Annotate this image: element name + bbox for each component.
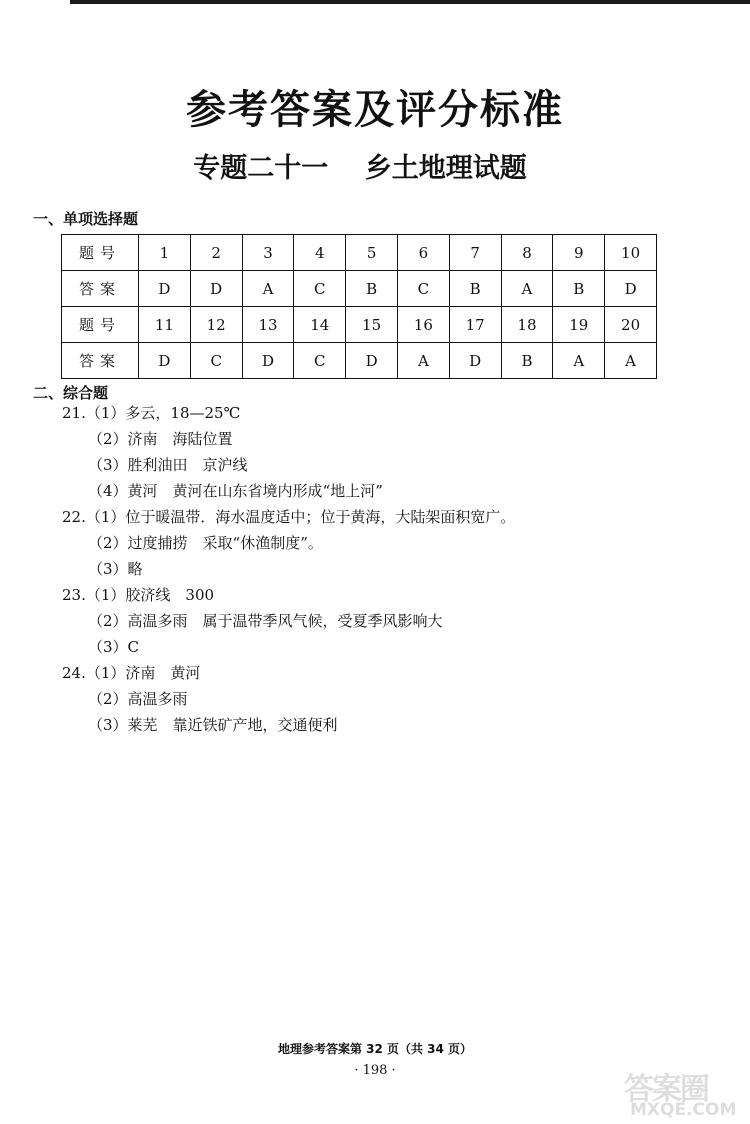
answer-line: （4）黄河 黄河在山东省境内形成“地上河” (88, 482, 383, 500)
table-cell: A (242, 271, 294, 307)
table-cell: 7 (449, 235, 501, 271)
watermark-site: MXQE.COM (630, 1100, 737, 1120)
table-cell: D (139, 271, 191, 307)
answer-line: （3）胜利油田 京沪线 (88, 456, 248, 474)
table-row (62, 271, 657, 307)
page-title: 参考答案及评分标准 (186, 86, 564, 133)
table-cell: 18 (501, 307, 553, 343)
answer-line: 23.（1）胶济线 300 (62, 586, 215, 604)
section-heading-comprehensive: 二、综合题 (33, 384, 109, 402)
table-cell: 13 (242, 307, 294, 343)
table-cell: C (294, 271, 346, 307)
table-cell: 8 (501, 235, 553, 271)
table-cell: D (605, 271, 657, 307)
table-cell: 11 (139, 307, 191, 343)
table-cell: C (294, 343, 346, 379)
table-cell: 19 (553, 307, 605, 343)
table-cell: B (449, 271, 501, 307)
row-label: 题号 (62, 307, 139, 343)
table-cell: 4 (294, 235, 346, 271)
page-subtitle: 专题二十一 乡土地理试题 (193, 153, 527, 184)
table-cell: B (501, 343, 553, 379)
page-number: · 198 · (354, 1063, 396, 1078)
table-cell: 17 (449, 307, 501, 343)
table-cell: D (242, 343, 294, 379)
top-rule (70, 0, 750, 4)
table-cell: C (397, 271, 449, 307)
table-cell: 9 (553, 235, 605, 271)
answer-table (61, 234, 657, 379)
table-cell: D (346, 343, 398, 379)
page-footer: 地理参考答案第 32 页（共 34 页） (277, 1042, 473, 1056)
table-cell: 12 (190, 307, 242, 343)
answer-line: （3）略 (88, 560, 143, 578)
table-cell: 15 (346, 307, 398, 343)
answer-line: （2）济南 海陆位置 (88, 430, 233, 448)
table-cell: 2 (190, 235, 242, 271)
watermark-logo (620, 1062, 750, 1122)
table-cell: D (190, 271, 242, 307)
table-row (62, 343, 657, 379)
answer-line: （3）莱芜 靠近铁矿产地，交通便利 (88, 716, 338, 734)
table-cell: 3 (242, 235, 294, 271)
table-cell: 20 (605, 307, 657, 343)
answer-line: 21.（1）多云，18—25℃ (62, 404, 241, 422)
section-heading-multiple-choice: 一、单项选择题 (33, 210, 139, 228)
answer-line: 22.（1）位于暖温带．海水温度适中；位于黄海，大陆架面积宽广。 (62, 508, 516, 526)
table-row (62, 235, 657, 271)
table-cell: D (139, 343, 191, 379)
table-cell: A (605, 343, 657, 379)
row-label: 题号 (62, 235, 139, 271)
table-cell: B (346, 271, 398, 307)
table-cell: 10 (605, 235, 657, 271)
table-row (62, 307, 657, 343)
answer-line: （2）高温多雨 属于温带季风气候，受夏季风影响大 (88, 612, 443, 630)
table-cell: C (190, 343, 242, 379)
table-cell: 14 (294, 307, 346, 343)
table-cell: D (449, 343, 501, 379)
row-label: 答案 (62, 271, 139, 307)
table-cell: 6 (397, 235, 449, 271)
table-cell: 16 (397, 307, 449, 343)
table-cell: B (553, 271, 605, 307)
watermark-text: 答案圈 (624, 1072, 708, 1107)
table-cell: A (553, 343, 605, 379)
answer-line: （2）过度捕捞 采取“休渔制度”。 (88, 534, 323, 552)
answer-line: （3）C (88, 638, 140, 656)
table-cell: A (397, 343, 449, 379)
table-cell: A (501, 271, 553, 307)
row-label: 答案 (62, 343, 139, 379)
answer-line: 24.（1）济南 黄河 (62, 664, 201, 682)
answer-line: （2）高温多雨 (88, 690, 188, 708)
table-cell: 5 (346, 235, 398, 271)
table-cell: 1 (139, 235, 191, 271)
